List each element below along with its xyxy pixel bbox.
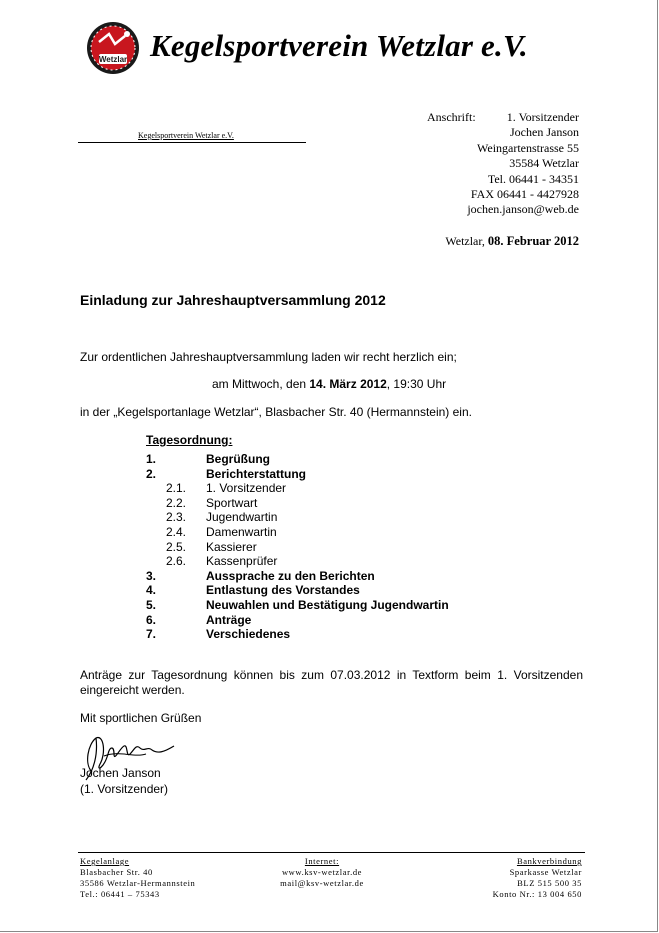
greeting: Mit sportlichen Grüßen [80,711,202,725]
footer-venue-heading: Kegelanlage [80,856,130,866]
agenda-title: Tagesordnung: [146,433,233,447]
meeting-location: in der „Kegelsportanlage Wetzlar“, Blasbacher Str. 40 (Hermannstein) ein. [80,405,472,419]
agenda-item-number: 2.6. [166,554,187,569]
footer-venue [80,856,195,900]
footer-bank-line: Konto Nr.: 13 004 650 [492,889,582,899]
address-block [467,110,579,218]
footer-bank-line: BLZ 515 500 35 [517,878,582,888]
signer-role: (1. Vorsitzender) [80,782,169,796]
agenda-item-label: Entlastung des Vorstandes [206,583,360,598]
agenda-item-number: 2.2. [166,495,187,510]
footer-email: mail@ksv-wetzlar.de [280,878,364,888]
meeting-time-suffix: , 19:30 Uhr [386,377,447,391]
address-line: FAX 06441 - 4427928 [470,187,579,202]
footer-venue-line: Tel.: 06441 – 75343 [80,889,160,899]
agenda-item-label: Jugendwartin [206,510,278,525]
footer-bank [493,856,582,900]
signer-name: Jochen Janson [80,766,161,780]
agenda-item-label: Aussprache zu den Berichten [206,568,375,583]
address-line: Jochen Janson [510,125,579,140]
agenda-item-number: 6. [146,612,157,627]
agenda-item-number: 2.1. [166,481,187,496]
agenda-item-number: 2.4. [166,524,187,539]
agenda-item-label: Kassierer [206,539,257,554]
agenda-item-label: Berichterstattung [206,466,307,481]
footer-internet-heading: Internet: [304,856,340,866]
date-line [445,234,579,249]
agenda-item-label: Anträge [206,612,252,627]
agenda-item-label: Sportwart [206,495,258,510]
signature-stroke [104,754,146,756]
address-label: Anschrift: [427,110,476,124]
date-place: Wetzlar, [445,234,488,248]
agenda-item-number: 2. [146,466,157,481]
agenda-item-label: Begrüßung [206,452,270,466]
address-line: Tel. 06441 - 34351 [487,171,579,186]
logo-text: Wetzlar [98,55,128,64]
agenda-item-label: Neuwahlen und Bestätigung Jugendwartin [206,597,449,612]
address-line: 1. Vorsitzender [506,110,579,124]
sender-return-text: Kegelsportverein Wetzlar e.V. [138,131,234,140]
agenda-item-number: 2.5. [166,539,187,554]
footer-venue-line: Blasbacher Str. 40 [80,867,153,877]
closing-note: Anträge zur Tagesordnung können bis zum 07.03.2012 in Textform beim 1. Vorsitzenden eingereicht werden. [80,668,583,697]
agenda-item-label: Kassenprüfer [206,554,278,569]
address-line: 35584 Wetzlar [509,156,579,171]
club-logo [85,20,141,76]
agenda-item-label: Damenwartin [206,524,277,539]
sender-return-line [78,131,306,143]
org-title: Kegelsportverein Wetzlar e.V. [150,28,528,63]
agenda-item-label: 1. Vorsitzender [206,481,287,496]
address-email: jochen.janson@web.de [467,202,579,217]
date-value: 08. Februar 2012 [487,234,579,248]
agenda-item-number: 3. [146,568,157,583]
letter-subject: Einladung zur Jahreshauptversammlung 2012 [80,292,386,308]
agenda-item-number: 7. [146,627,157,642]
footer-website: www.ksv-wetzlar.de [281,867,363,877]
footer-venue-line: 35586 Wetzlar-Hermannstein [80,878,196,888]
agenda-item-number: 4. [146,583,157,598]
footer-bank-line: Sparkasse Wetzlar [509,867,582,877]
agenda-item-label: Verschiedenes [206,627,291,642]
meeting-date: 14. März 2012 [309,377,387,391]
agenda-item-number: 5. [146,597,157,612]
footer-bank-heading: Bankverbindung [516,856,582,866]
footer-internet [257,856,387,889]
address-line: Weingartenstrasse 55 [477,140,579,155]
footer-divider [78,852,585,853]
meeting-time-prefix: am Mittwoch, den [212,377,310,391]
logo-ball [124,31,130,37]
agenda-item-number: 2.3. [166,510,187,525]
intro-text: Zur ordentlichen Jahreshauptversammlung laden wir recht herzlich ein; [80,350,457,364]
meeting-time [212,377,446,391]
agenda-item-number: 1. [146,452,157,466]
